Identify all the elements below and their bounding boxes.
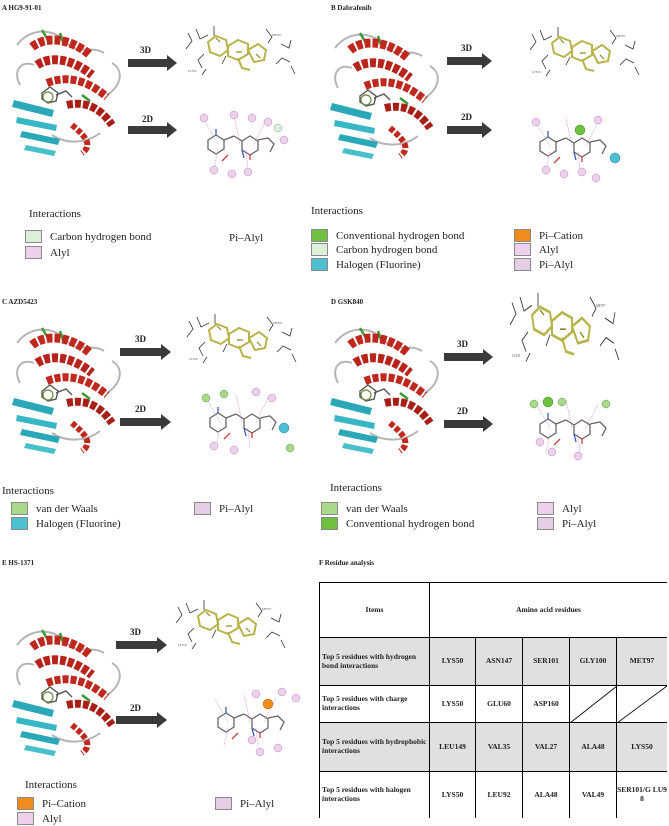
panel-b-legend-heading: Interactions (311, 205, 363, 217)
legend-text: Carbon hydrogen bond (336, 243, 438, 256)
conventional-hydrogen-bond-swatch (311, 229, 328, 242)
table-row-label: Top 5 residues with halogen interactions (320, 772, 430, 818)
panel-d-3d-label: 3D (457, 339, 468, 349)
panel-e-3d-ligand-view (176, 598, 301, 668)
panel-d-2d-arrow (444, 420, 484, 428)
legend-text: Pi–Alyl (539, 258, 574, 271)
pi-alyl-swatch (215, 797, 232, 810)
panel-d-3d-arrow (444, 353, 484, 361)
table-cell: LYS50 (617, 723, 667, 772)
panel-a-legend-carbon-hydrogen-bond (25, 230, 151, 243)
van-der-waals-swatch (11, 502, 28, 515)
panel-a-3d-ligand-view (186, 24, 306, 84)
panel-b-3d-ligand-view (530, 25, 635, 95)
legend-text: Alyl (42, 812, 62, 825)
pi-alyl-swatch (194, 502, 211, 515)
residue-analysis-table (319, 582, 667, 818)
alyl-swatch (537, 502, 554, 515)
panel-a-3d-arrow (128, 59, 168, 67)
legend-text: Conventional hydrogen bond (346, 517, 475, 530)
legend-text: Conventional hydrogen bond (336, 229, 465, 242)
legend-text: Pi–Alyl (562, 517, 597, 530)
panel-e-3d-arrow (116, 641, 158, 649)
panel-a-legend-heading: Interactions (29, 208, 81, 220)
legend-text: Halogen (Fluorine) (36, 517, 121, 530)
panel-d-legend-heading: Interactions (330, 482, 382, 494)
table-cell: ALA48 (523, 772, 570, 818)
panel-a-2d-arrow (128, 126, 168, 134)
panel-b-3d-arrow (447, 57, 483, 65)
table-cell: VAL35 (476, 723, 523, 772)
legend-text: Pi–Alyl (219, 502, 254, 515)
table-cell: ALA48 (570, 723, 617, 772)
table-header-residues: Amino acid residues (430, 583, 667, 638)
panel-b-2d-label: 2D (461, 112, 472, 122)
table-cell: LYS50 (430, 686, 476, 723)
panel-b-2d-interaction-diagram (520, 112, 630, 187)
panel-c-2d-label: 2D (135, 404, 146, 414)
table-cell: LYS50 (430, 638, 476, 686)
alyl-swatch (25, 246, 42, 259)
panel-b-legend-conventional-hydrogen-bond (311, 229, 464, 242)
panel-e-2d-label: 2D (130, 703, 141, 713)
table-cell: ASP160 (523, 686, 570, 723)
table-cell: SER101 (523, 638, 570, 686)
diagonal-strike (570, 686, 617, 723)
alyl-swatch (514, 243, 531, 256)
alyl-swatch (17, 812, 34, 825)
panel-b-label: B Dabrafenib (331, 4, 372, 12)
table-header-items: Items (320, 583, 430, 638)
panel-a-3d-label: 3D (140, 45, 151, 55)
legend-text: Alyl (50, 246, 70, 259)
panel-b-legend-pi-alyl (514, 258, 573, 271)
legend-text: van der Waals (346, 502, 408, 515)
panel-c-protein-ribbon (12, 323, 137, 458)
table-empty-cell (570, 686, 617, 723)
table-cell: GLY100 (570, 638, 617, 686)
panel-d-legend-conventional-hydrogen-bond (321, 517, 474, 530)
panel-b-legend-alyl (514, 243, 559, 256)
table-row-label: Top 5 residues with charge interactions (320, 686, 430, 723)
pi-alyl-swatch (537, 517, 554, 530)
panel-e-legend-heading: Interactions (25, 779, 77, 791)
panel-e-2d-arrow (116, 716, 158, 724)
panel-c-label: C AZD5423 (2, 298, 38, 306)
legend-text: Alyl (562, 502, 582, 515)
pi-cation-swatch (514, 229, 531, 242)
panel-a-legend-pi-alyl (229, 232, 263, 244)
legend-text: Alyl (539, 243, 559, 256)
panel-d-protein-ribbon (330, 323, 455, 458)
table-empty-cell (617, 686, 667, 723)
panel-d-label: D GSK840 (331, 298, 364, 306)
panel-b-legend-pi-cation (514, 229, 583, 242)
conventional-hydrogen-bond-swatch (321, 517, 338, 530)
panel-c-legend-heading: Interactions (2, 485, 54, 497)
panel-d-legend-alyl (537, 502, 582, 515)
table-row-label: Top 5 residues with hydrophobic interactions (320, 723, 430, 772)
legend-text: Pi–Alyl (229, 232, 264, 244)
table-cell: VAL27 (523, 723, 570, 772)
panel-a-2d-label: 2D (142, 114, 153, 124)
carbon-hydrogen-bond-swatch (311, 243, 328, 256)
panel-e-legend-alyl (17, 812, 62, 825)
legend-text: van der Waals (36, 502, 98, 515)
panel-c-legend-pi-alyl (194, 502, 253, 515)
panel-e-legend-pi-cation (17, 797, 86, 810)
panel-d-3d-ligand-view (510, 290, 630, 385)
panel-c-2d-interaction-diagram (190, 388, 310, 463)
panel-e-legend-pi-alyl (215, 797, 274, 810)
panel-d-2d-label: 2D (457, 406, 468, 416)
panel-a-label: A HG9-91-01 (2, 4, 42, 12)
panel-d-legend-van-der-waals (321, 502, 408, 515)
panel-e-2d-interaction-diagram (198, 688, 318, 763)
table-row-label: Top 5 residues with hydrogen bond interactions (320, 638, 430, 686)
table-cell: SER101/G LU98 (617, 772, 667, 818)
table-cell: LYS50 (430, 772, 476, 818)
legend-text: Halogen (Fluorine) (336, 258, 421, 271)
diagonal-strike (617, 686, 667, 723)
van-der-waals-swatch (321, 502, 338, 515)
panel-c-3d-arrow (120, 348, 162, 356)
table-cell: LEU92 (476, 772, 523, 818)
panel-b-legend-halogen-fluorine (311, 258, 421, 271)
halogen-fluorine-swatch (311, 258, 328, 271)
legend-text: Pi–Alyl (240, 797, 275, 810)
halogen-fluorine-swatch (11, 517, 28, 530)
pi-alyl-swatch (514, 258, 531, 271)
panel-e-label: E HS-1371 (2, 559, 35, 567)
panel-f-label: F Residue analysis (319, 559, 374, 567)
table-cell: VAL49 (570, 772, 617, 818)
carbon-hydrogen-bond-swatch (25, 230, 42, 243)
panel-a-protein-ribbon (12, 25, 137, 160)
table-cell: MET97 (617, 638, 667, 686)
panel-e-3d-label: 3D (130, 627, 141, 637)
panel-c-legend-van-der-waals (11, 502, 98, 515)
panel-b-protein-ribbon (330, 28, 455, 163)
panel-c-3d-label: 3D (135, 334, 146, 344)
table-cell: LEU149 (430, 723, 476, 772)
panel-a-legend-alyl (25, 246, 70, 259)
panel-b-legend-carbon-hydrogen-bond (311, 243, 437, 256)
panel-c-2d-arrow (120, 418, 162, 426)
panel-b-2d-arrow (447, 126, 483, 134)
panel-d-legend-pi-alyl (537, 517, 596, 530)
panel-c-legend-halogen-fluorine (11, 517, 121, 530)
table-cell: ASN147 (476, 638, 523, 686)
pi-cation-swatch (17, 797, 34, 810)
panel-a-2d-interaction-diagram (188, 110, 298, 185)
legend-text: Pi–Cation (539, 229, 584, 242)
legend-text: Pi–Cation (42, 797, 87, 810)
panel-b-3d-label: 3D (461, 43, 472, 53)
table-cell: GLU60 (476, 686, 523, 723)
legend-text: Carbon hydrogen bond (50, 230, 152, 243)
panel-c-3d-ligand-view (187, 312, 307, 372)
panel-d-2d-interaction-diagram (520, 394, 630, 469)
